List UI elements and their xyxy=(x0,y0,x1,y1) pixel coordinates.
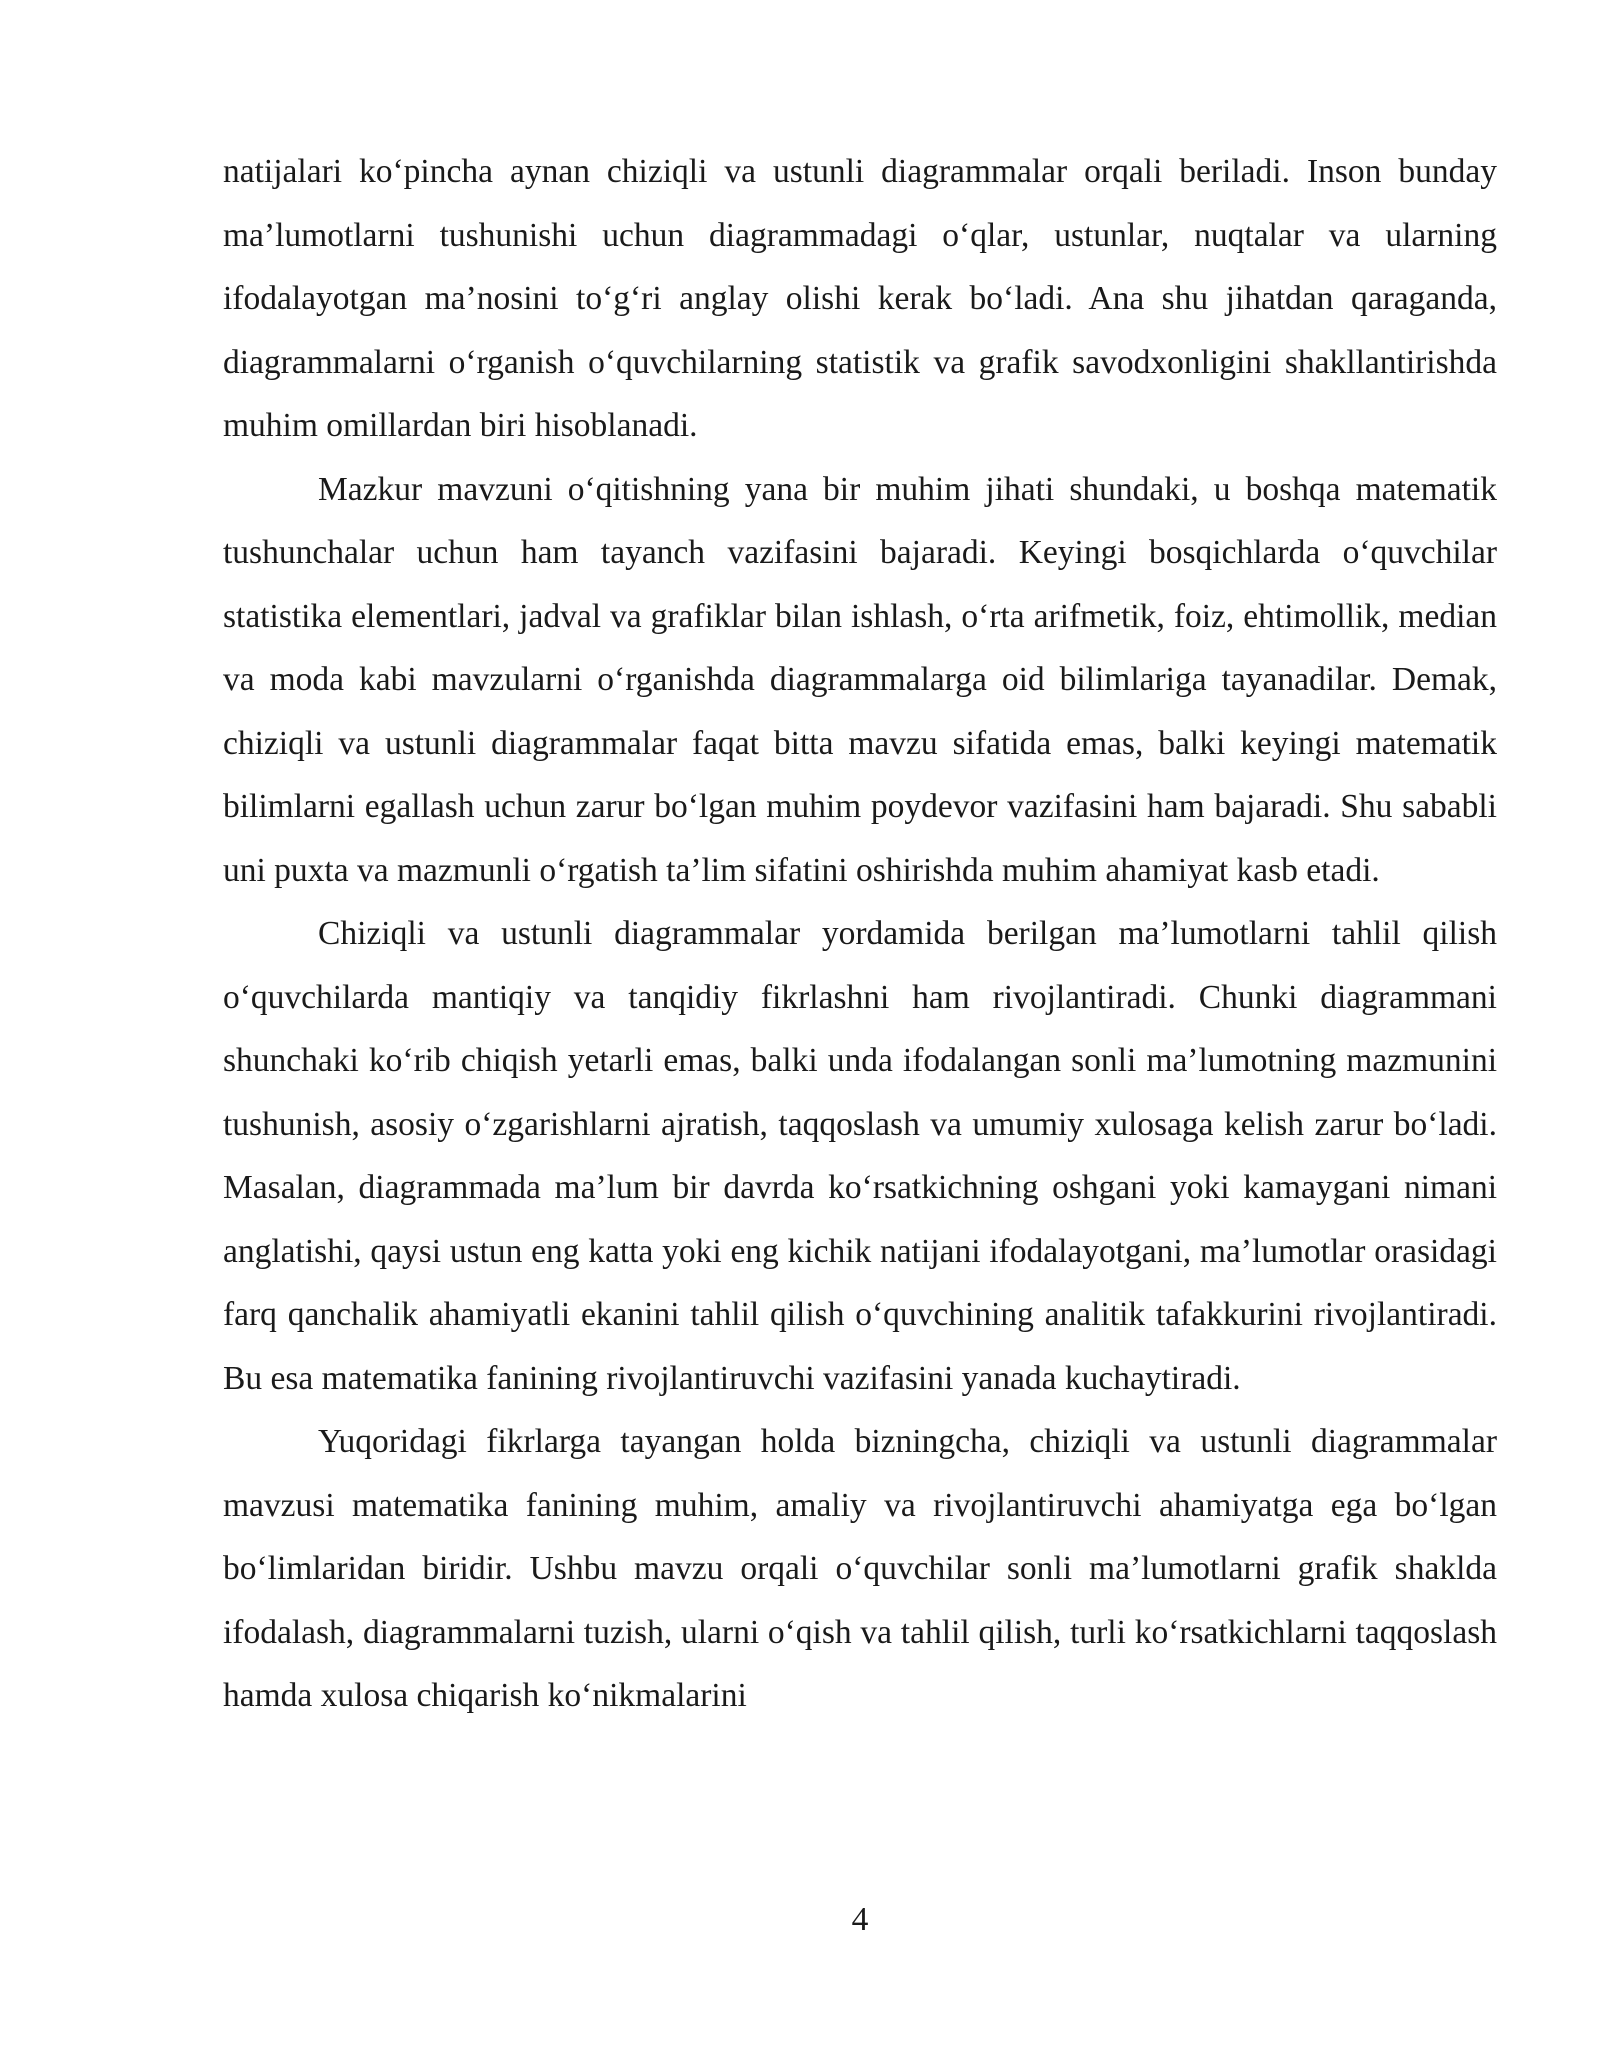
paragraph-2: Mazkur mavzuni o‘qitishning yana bir muhim jihati shundaki, u boshqa matematik tushunchalar uchun ham tayanch vazifasini bajaradi. Keyingi bosqichlarda o‘quvchilar statistika elementlari, jadval va grafiklar bilan ishlash, o‘rta arifmetik, foiz, ehtimollik, median va moda kabi mavzularni o‘rganishda diagrammalarga oid bilimlariga tayanadilar. Demak, chiziqli va ustunli diagrammalar faqat bitta mavzu sifatida emas, balki keyingi matematik bilimlarni egallash uchun zarur bo‘lgan muhim poydevor vazifasini ham bajaradi. Shu sababli uni puxta va mazmunli o‘rgatish ta’lim sifatini oshirishda muhim ahamiyat kasb etadi. xyxy=(223,470,1497,889)
paragraph-4: Yuqoridagi fikrlarga tayangan holda bizningcha, chiziqli va ustunli diagrammalar mavzusi matematika fanining muhim, amaliy va rivojlantiruvchi ahamiyatga ega bo‘lgan bo‘limlaridan biridir. Ushbu mavzu orqali o‘quvchilar sonli ma’lumotlarni grafik shaklda ifodalash, diagrammalarni tuzish, ularni o‘qish va tahlil qilish, turli ko‘rsatkichlarni taqqoslash hamda xulosa chiqarish ko‘nikmalarini xyxy=(223,1423,1497,1714)
paragraph-1: natijalari ko‘pincha aynan chiziqli va ustunli diagrammalar orqali beriladi. Inson bunday ma’lumotlarni tushunishi uchun diagrammadagi o‘qlar, ustunlar, nuqtalar va ularning ifodalayotgan ma’nosini to‘g‘ri anglay olishi kerak bo‘ladi. Ana shu jihatdan qaraganda, diagrammalarni o‘rganish o‘quvchilarning statistik va grafik savodxonligini shakllantirishda muhim omillardan biri hisoblanadi. xyxy=(223,153,1497,444)
body-text xyxy=(223,140,1497,1728)
paragraph-3: Chiziqli va ustunli diagrammalar yordamida berilgan ma’lumotlarni tahlil qilish o‘quvchilarda mantiqiy va tanqidiy fikrlashni ham rivojlantiradi. Chunki diagrammani shunchaki ko‘rib chiqish yetarli emas, balki unda ifodalangan sonli ma’lumotning mazmunini tushunish, asosiy o‘zgarishlarni ajratish, taqqoslash va umumiy xulosaga kelish zarur bo‘ladi. Masalan, diagrammada ma’lum bir davrda ko‘rsatkichning oshgani yoki kamaygani nimani anglatishi, qaysi ustun eng katta yoki eng kichik natijani ifodalayotgani, ma’lumotlar orasidagi farq qanchalik ahamiyatli ekanini tahlil qilish o‘quvchining analitik tafakkurini rivojlantiradi. Bu esa matematika fanining rivojlantiruvchi vazifasini yanada kuchaytiradi. xyxy=(223,915,1497,1397)
page-number: 4 xyxy=(851,1901,869,1938)
